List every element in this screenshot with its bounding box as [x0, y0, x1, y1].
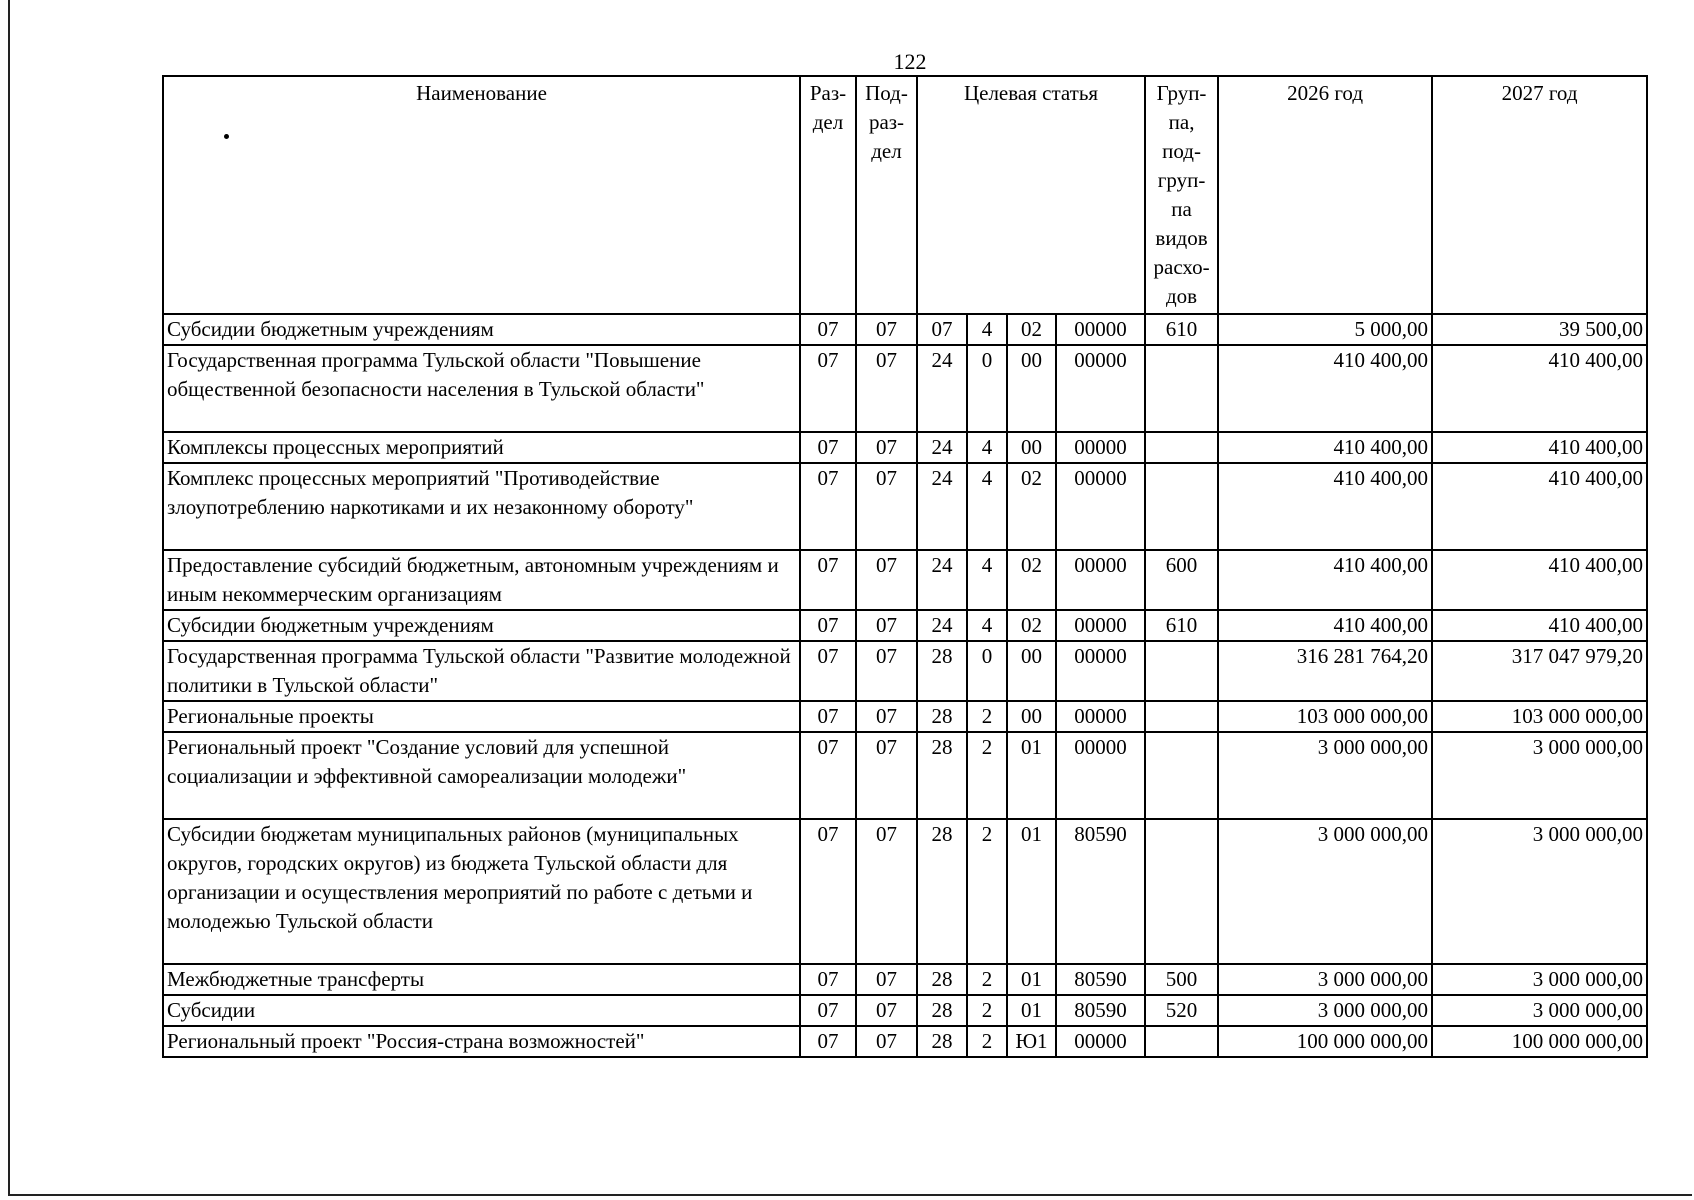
row-expense-group — [1145, 432, 1218, 463]
row-name: Межбюджетные трансферты — [163, 964, 800, 995]
row-amount-2026: 410 400,00 — [1218, 432, 1432, 463]
header-year-2027: 2027 год — [1432, 76, 1647, 314]
budget-table — [162, 75, 1648, 1058]
header-podrazdel-text: Под- раз- дел — [865, 81, 908, 163]
row-expense-group — [1145, 463, 1218, 550]
row-expense-group: 520 — [1145, 995, 1218, 1026]
row-target-direction: 00000 — [1056, 345, 1145, 432]
row-razdel: 07 — [800, 432, 856, 463]
row-target-type: 0 — [967, 641, 1007, 701]
row-target-program: 24 — [917, 463, 967, 550]
row-razdel: 07 — [800, 1026, 856, 1057]
row-expense-group — [1145, 345, 1218, 432]
row-expense-group: 600 — [1145, 550, 1218, 610]
row-target-direction: 00000 — [1056, 314, 1145, 345]
row-amount-2027: 3 000 000,00 — [1432, 964, 1647, 995]
row-amount-2027: 410 400,00 — [1432, 550, 1647, 610]
row-target-program: 28 — [917, 964, 967, 995]
table-row — [163, 345, 1647, 432]
row-target-direction: 00000 — [1056, 610, 1145, 641]
row-razdel: 07 — [800, 964, 856, 995]
header-podrazdel — [856, 76, 917, 314]
row-amount-2026: 410 400,00 — [1218, 463, 1432, 550]
row-target-direction: 80590 — [1056, 995, 1145, 1026]
row-razdel: 07 — [800, 314, 856, 345]
row-target-type: 2 — [967, 964, 1007, 995]
row-target-program: 28 — [917, 732, 967, 819]
row-razdel: 07 — [800, 732, 856, 819]
row-amount-2026: 5 000,00 — [1218, 314, 1432, 345]
row-amount-2026: 3 000 000,00 — [1218, 964, 1432, 995]
row-expense-group — [1145, 701, 1218, 732]
row-target-direction: 00000 — [1056, 732, 1145, 819]
row-podrazdel: 07 — [856, 610, 917, 641]
scan-border-bottom — [8, 1194, 1692, 1196]
row-target-program: 28 — [917, 1026, 967, 1057]
row-podrazdel: 07 — [856, 819, 917, 964]
row-amount-2026: 316 281 764,20 — [1218, 641, 1432, 701]
row-target-type: 2 — [967, 701, 1007, 732]
row-podrazdel: 07 — [856, 1026, 917, 1057]
row-target-subprogram: Ю1 — [1007, 1026, 1056, 1057]
header-name: Наименование — [163, 76, 800, 314]
scan-border-left — [8, 0, 10, 1196]
row-target-type: 4 — [967, 432, 1007, 463]
row-amount-2026: 410 400,00 — [1218, 550, 1432, 610]
header-target-article: Целевая статья — [917, 76, 1145, 314]
row-amount-2027: 3 000 000,00 — [1432, 819, 1647, 964]
row-target-direction: 00000 — [1056, 432, 1145, 463]
row-target-program: 07 — [917, 314, 967, 345]
row-target-program: 24 — [917, 432, 967, 463]
row-target-program: 28 — [917, 641, 967, 701]
row-amount-2027: 3 000 000,00 — [1432, 732, 1647, 819]
row-razdel: 07 — [800, 819, 856, 964]
row-expense-group: 610 — [1145, 314, 1218, 345]
row-amount-2027: 103 000 000,00 — [1432, 701, 1647, 732]
row-target-subprogram: 02 — [1007, 463, 1056, 550]
row-target-direction: 00000 — [1056, 463, 1145, 550]
table-row — [163, 1026, 1647, 1057]
row-target-type: 4 — [967, 610, 1007, 641]
row-expense-group: 610 — [1145, 610, 1218, 641]
row-podrazdel: 07 — [856, 701, 917, 732]
row-target-program: 24 — [917, 345, 967, 432]
header-razdel-text: Раз- дел — [809, 81, 847, 134]
table-row — [163, 314, 1647, 345]
row-amount-2027: 410 400,00 — [1432, 432, 1647, 463]
row-target-direction: 80590 — [1056, 819, 1145, 964]
row-target-program: 28 — [917, 701, 967, 732]
row-podrazdel: 07 — [856, 314, 917, 345]
header-year-2026: 2026 год — [1218, 76, 1432, 314]
row-expense-group — [1145, 819, 1218, 964]
row-target-type: 4 — [967, 550, 1007, 610]
row-amount-2026: 410 400,00 — [1218, 610, 1432, 641]
row-target-type: 4 — [967, 463, 1007, 550]
row-target-program: 28 — [917, 995, 967, 1026]
page-number: 122 — [893, 49, 927, 74]
table-row — [163, 463, 1647, 550]
row-razdel: 07 — [800, 345, 856, 432]
row-razdel: 07 — [800, 995, 856, 1026]
row-podrazdel: 07 — [856, 641, 917, 701]
row-name: Государственная программа Тульской области "Развитие молодежной политики в Тульской области" — [163, 641, 800, 701]
row-target-direction: 00000 — [1056, 1026, 1145, 1057]
row-amount-2027: 3 000 000,00 — [1432, 995, 1647, 1026]
row-target-subprogram: 00 — [1007, 345, 1056, 432]
row-target-subprogram: 01 — [1007, 819, 1056, 964]
row-amount-2026: 3 000 000,00 — [1218, 819, 1432, 964]
header-razdel — [800, 76, 856, 314]
row-target-subprogram: 02 — [1007, 610, 1056, 641]
table-row — [163, 995, 1647, 1026]
table-row — [163, 701, 1647, 732]
table-row — [163, 550, 1647, 610]
row-name: Субсидии бюджетным учреждениям — [163, 610, 800, 641]
row-razdel: 07 — [800, 463, 856, 550]
row-razdel: 07 — [800, 641, 856, 701]
row-amount-2026: 103 000 000,00 — [1218, 701, 1432, 732]
header-group-text: Груп- па, под- груп- па видов расхо- дов — [1153, 81, 1210, 308]
row-razdel: 07 — [800, 610, 856, 641]
row-target-type: 2 — [967, 819, 1007, 964]
row-target-program: 24 — [917, 610, 967, 641]
row-target-subprogram: 01 — [1007, 995, 1056, 1026]
row-target-direction: 00000 — [1056, 641, 1145, 701]
row-target-subprogram: 00 — [1007, 432, 1056, 463]
table-row — [163, 432, 1647, 463]
row-podrazdel: 07 — [856, 345, 917, 432]
header-group — [1145, 76, 1218, 314]
row-name: Субсидии бюджетным учреждениям — [163, 314, 800, 345]
row-expense-group — [1145, 641, 1218, 701]
row-expense-group — [1145, 1026, 1218, 1057]
table-row — [163, 610, 1647, 641]
row-amount-2026: 3 000 000,00 — [1218, 995, 1432, 1026]
row-amount-2026: 3 000 000,00 — [1218, 732, 1432, 819]
row-target-subprogram: 01 — [1007, 964, 1056, 995]
row-expense-group: 500 — [1145, 964, 1218, 995]
row-name: Региональные проекты — [163, 701, 800, 732]
row-amount-2027: 410 400,00 — [1432, 345, 1647, 432]
row-name: Комплекс процессных мероприятий "Противодействие злоупотреблению наркотиками и их незаконному обороту" — [163, 463, 800, 550]
row-name: Предоставление субсидий бюджетным, автономным учреждениям и иным некоммерческим организациям — [163, 550, 800, 610]
row-target-subprogram: 02 — [1007, 314, 1056, 345]
row-podrazdel: 07 — [856, 964, 917, 995]
row-podrazdel: 07 — [856, 550, 917, 610]
row-razdel: 07 — [800, 550, 856, 610]
row-target-type: 2 — [967, 732, 1007, 819]
row-name: Государственная программа Тульской области "Повышение общественной безопасности населения в Тульской области" — [163, 345, 800, 432]
row-amount-2027: 410 400,00 — [1432, 610, 1647, 641]
row-target-type: 2 — [967, 1026, 1007, 1057]
row-podrazdel: 07 — [856, 995, 917, 1026]
row-target-direction: 80590 — [1056, 964, 1145, 995]
row-expense-group — [1145, 732, 1218, 819]
row-target-program: 28 — [917, 819, 967, 964]
row-amount-2027: 39 500,00 — [1432, 314, 1647, 345]
table-row — [163, 819, 1647, 964]
row-name: Региональный проект "Создание условий для успешной социализации и эффективной самореализации молодежи" — [163, 732, 800, 819]
row-target-subprogram: 01 — [1007, 732, 1056, 819]
row-name: Комплексы процессных мероприятий — [163, 432, 800, 463]
row-target-subprogram: 00 — [1007, 641, 1056, 701]
row-amount-2027: 317 047 979,20 — [1432, 641, 1647, 701]
row-amount-2027: 410 400,00 — [1432, 463, 1647, 550]
row-target-direction: 00000 — [1056, 701, 1145, 732]
table-header-row — [163, 76, 1647, 314]
table-row — [163, 641, 1647, 701]
row-amount-2026: 100 000 000,00 — [1218, 1026, 1432, 1057]
row-target-type: 2 — [967, 995, 1007, 1026]
row-target-subprogram: 02 — [1007, 550, 1056, 610]
row-razdel: 07 — [800, 701, 856, 732]
row-target-program: 24 — [917, 550, 967, 610]
row-name: Региональный проект "Россия-страна возможностей" — [163, 1026, 800, 1057]
row-podrazdel: 07 — [856, 732, 917, 819]
row-podrazdel: 07 — [856, 432, 917, 463]
row-target-subprogram: 00 — [1007, 701, 1056, 732]
row-target-type: 4 — [967, 314, 1007, 345]
row-amount-2026: 410 400,00 — [1218, 345, 1432, 432]
table-row — [163, 964, 1647, 995]
row-target-type: 0 — [967, 345, 1007, 432]
row-name: Субсидии бюджетам муниципальных районов (муниципальных округов, городских округов) из бюджета Тульской области для организации и осуществления мероприятий по работе с детьми и молодежью Тульской области — [163, 819, 800, 964]
row-podrazdel: 07 — [856, 463, 917, 550]
table-row — [163, 732, 1647, 819]
row-amount-2027: 100 000 000,00 — [1432, 1026, 1647, 1057]
row-target-direction: 00000 — [1056, 550, 1145, 610]
row-name: Субсидии — [163, 995, 800, 1026]
